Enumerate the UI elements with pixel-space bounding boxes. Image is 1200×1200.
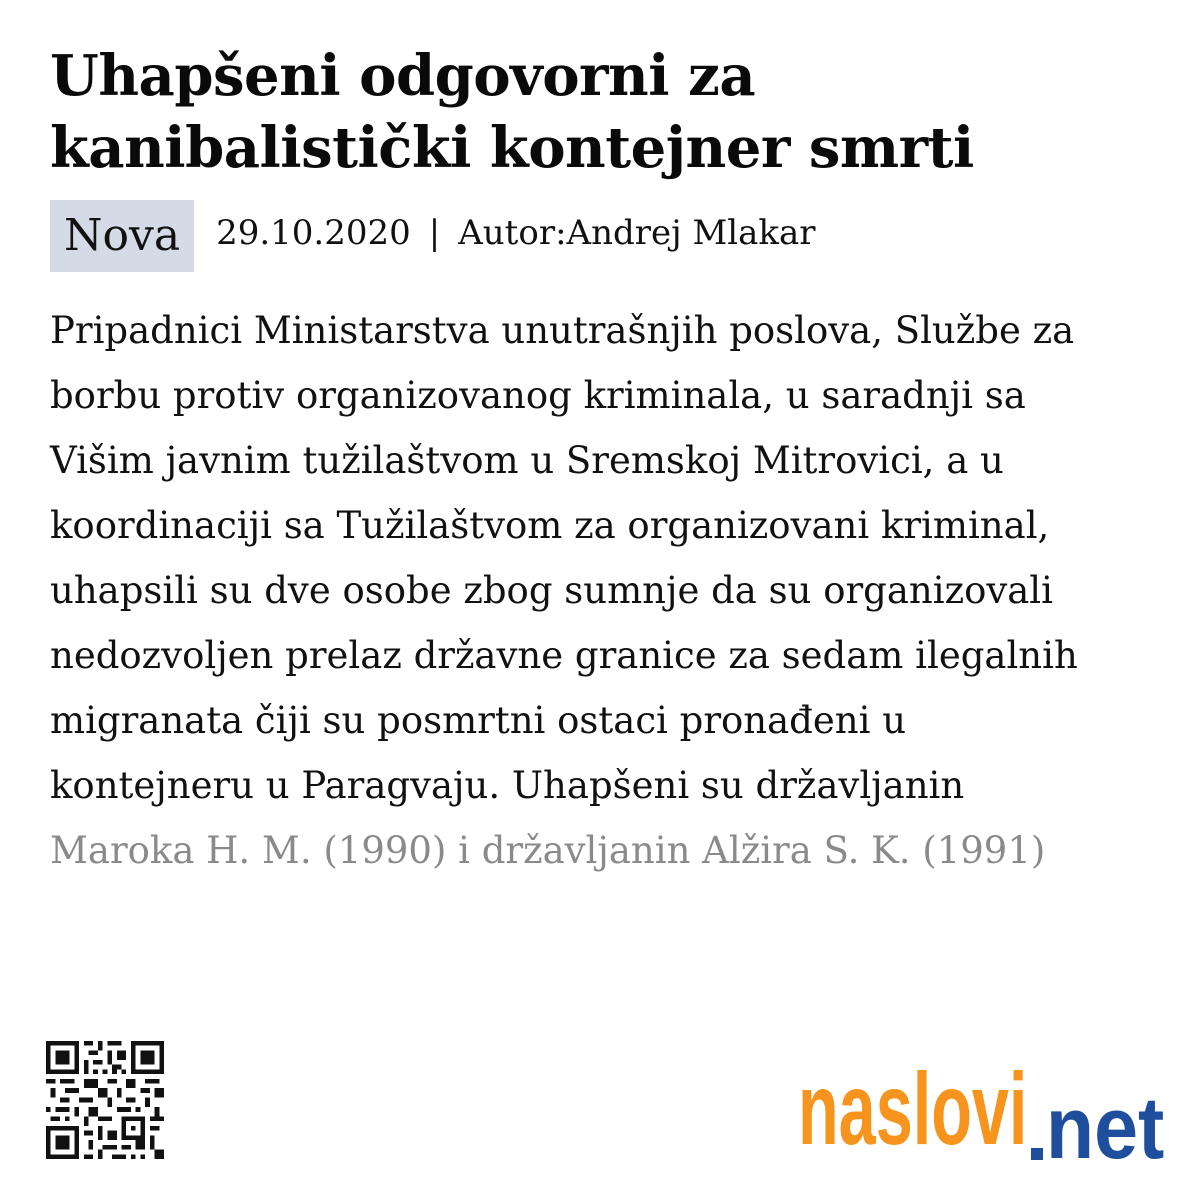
body-line: borbu protiv organizovanog kriminala, u saradnji sa bbox=[50, 374, 1026, 417]
body-line: nedozvoljen prelaz državne granice za sedam ilegalnih bbox=[50, 634, 1078, 677]
body-line: koordinaciji sa Tužilaštvom za organizovani kriminal, bbox=[50, 504, 1050, 547]
logo-word: naslovi bbox=[798, 1060, 1028, 1166]
meta-separator: | bbox=[428, 213, 441, 253]
logo-suffix: net bbox=[1045, 1079, 1164, 1166]
category-badge[interactable]: Nova bbox=[50, 200, 194, 272]
article-title bbox=[50, 40, 1160, 184]
article-title-line: kanibalistički kontejner smrti bbox=[50, 115, 974, 181]
naslovi-net-logo[interactable] bbox=[798, 1060, 1164, 1166]
body-line: migranata čiji su posmrtni ostaci pronađeni u bbox=[50, 699, 907, 742]
qr-code-icon[interactable] bbox=[46, 1038, 164, 1162]
article-meta bbox=[50, 200, 1160, 272]
article bbox=[50, 40, 1160, 883]
body-line: Pripadnici Ministarstva unutrašnjih poslova, Službe za bbox=[50, 309, 1075, 352]
publish-date: 29.10.2020 bbox=[216, 213, 411, 253]
author-name: Autor:Andrej Mlakar bbox=[458, 213, 816, 253]
body-line-faded: Maroka H. M. (1990) i državljanin Alžira S. K. (1991) bbox=[50, 829, 1046, 872]
body-line: kontejneru u Paragvaju. Uhapšeni su državljanin bbox=[50, 764, 965, 807]
body-line: uhapsili su dve osobe zbog sumnje da su organizovali bbox=[50, 569, 1053, 612]
meta-line bbox=[216, 210, 815, 256]
logo-dot bbox=[1031, 1148, 1043, 1160]
body-line: Višim javnim tužilaštvom u Sremskoj Mitrovici, a u bbox=[50, 439, 1004, 482]
article-body bbox=[50, 298, 1160, 883]
article-title-line: Uhapšeni odgovorni za bbox=[50, 43, 756, 109]
